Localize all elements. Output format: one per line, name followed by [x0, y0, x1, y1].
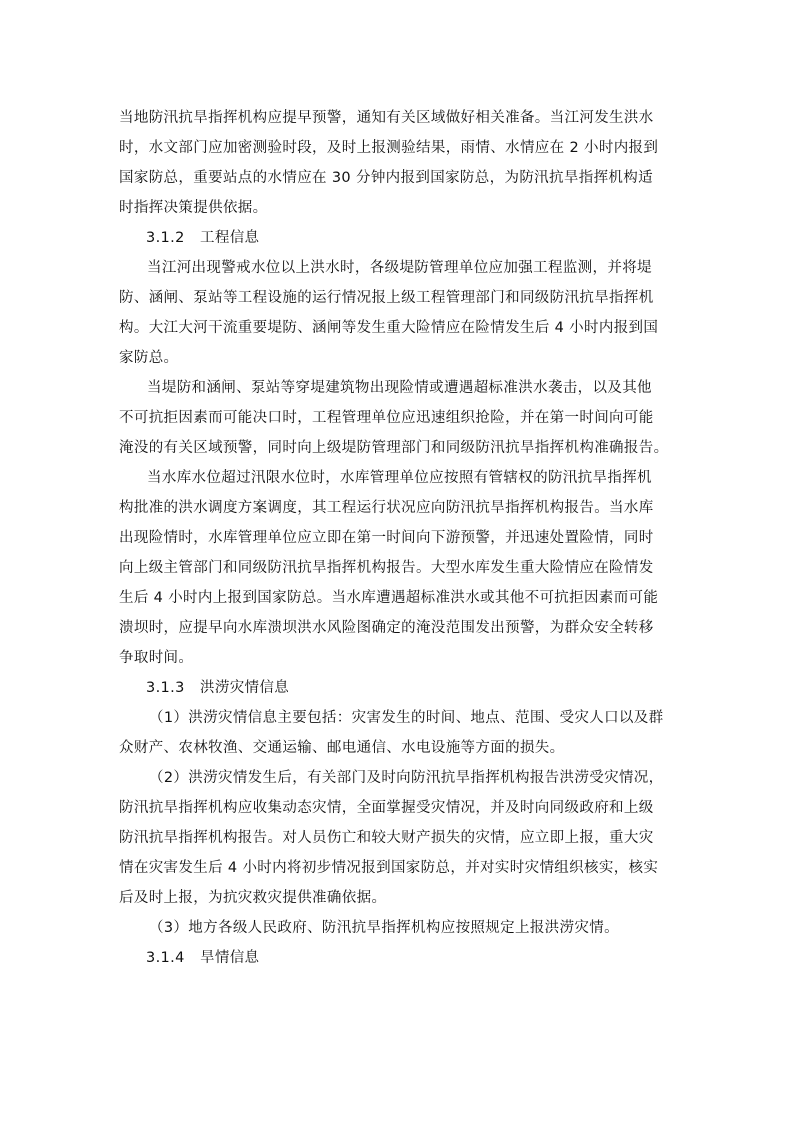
section-heading	[119, 943, 681, 973]
text-line: 国家防总，重要站点的水情应在 30 分钟内报到国家防总，为防汛抗旱指挥机构适	[119, 170, 653, 186]
numbered-paragraph	[119, 913, 681, 943]
section-heading	[119, 673, 681, 703]
text-line: 时指挥决策提供依据。	[119, 200, 268, 216]
text-line: 当堤防和涵闸、泵站等穿堤建筑物出现险情或遭遇超标准洪水袭击，以及其他	[147, 380, 652, 396]
text-line: 争取时间。	[119, 650, 194, 666]
text-line: （3）地方各级人民政府、防汛抗旱指挥机构应按照规定上报洪涝灾情。	[149, 920, 619, 936]
paragraph	[119, 373, 681, 463]
paragraph	[119, 103, 681, 223]
section-title: 工程信息	[200, 230, 260, 246]
text-line: 向上级主管部门和同级防汛抗旱指挥机构报告。大型水库发生重大险情应在险情发	[119, 560, 654, 576]
text-line: 生后 4 小时内上报到国家防总。当水库遭遇超标准洪水或其他不可抗拒因素而可能	[119, 590, 659, 606]
text-line: 不可抗拒因素而可能决口时，工程管理单位应迅速组织抢险，并在第一时间向可能	[119, 410, 654, 426]
text-line: 家防总。	[119, 350, 179, 366]
text-line: （2）洪涝灾情发生后，有关部门及时向防汛抗旱指挥机构报告洪涝受灾情况，	[149, 770, 664, 786]
text-line: 当地防汛抗旱指挥机构应提早预警，通知有关区域做好相关准备。当江河发生洪水	[119, 110, 654, 126]
text-line: 当水库水位超过汛限水位时，水库管理单位应按照有管辖权的防汛抗旱指挥机	[147, 470, 652, 486]
paragraph	[119, 253, 681, 373]
text-line: 当江河出现警戒水位以上洪水时，各级堤防管理单位应加强工程监测，并将堤	[147, 260, 652, 276]
text-line: 情在灾害发生后 4 小时内将初步情况报到国家防总，并对实时灾情组织核实，核实	[119, 860, 659, 876]
numbered-paragraph	[119, 763, 681, 913]
text-line: 防、涵闸、泵站等工程设施的运行情况报上级工程管理部门和同级防汛抗旱指挥机	[119, 290, 654, 306]
text-line: 防汛抗旱指挥机构报告。对人员伤亡和较大财产损失的灾情，应立即上报，重大灾	[119, 830, 654, 846]
section-title: 洪涝灾情信息	[200, 680, 290, 696]
document-page	[119, 103, 681, 973]
text-line: 后及时上报，为抗灾救灾提供准确依据。	[119, 890, 387, 906]
text-line: 构批准的洪水调度方案调度，其工程运行状况应向防汛抗旱指挥机构报告。当水库	[119, 500, 654, 516]
text-line: 构。大江大河干流重要堤防、涵闸等发生重大险情应在险情发生后 4 小时内报到国	[119, 320, 659, 336]
numbered-paragraph	[119, 703, 681, 763]
section-number: 3.1.2	[146, 230, 185, 246]
text-line: 溃坝时，应提早向水库溃坝洪水风险图确定的淹没范围发出预警，为群众安全转移	[119, 620, 654, 636]
text-line: 众财产、农林牧渔、交通运输、邮电通信、水电设施等方面的损失。	[119, 740, 565, 756]
text-line: 防汛抗旱指挥机构应收集动态灾情，全面掌握受灾情况，并及时向同级政府和上级	[119, 800, 654, 816]
paragraph	[119, 463, 681, 673]
text-line: （1）洪涝灾情信息主要包括：灾害发生的时间、地点、范围、受灾人口以及群	[149, 710, 664, 726]
text-line: 淹没的有关区域预警，同时向上级堤防管理部门和同级防汛抗旱指挥机构准确报告。	[119, 440, 669, 456]
section-number: 3.1.3	[146, 680, 185, 696]
section-number: 3.1.4	[146, 950, 185, 966]
text-line: 出现险情时，水库管理单位应立即在第一时间向下游预警，并迅速处置险情，同时	[119, 530, 654, 546]
section-title: 旱情信息	[200, 950, 260, 966]
text-line: 时，水文部门应加密测验时段，及时上报测验结果，雨情、水情应在 2 小时内报到	[119, 140, 659, 156]
section-heading	[119, 223, 681, 253]
